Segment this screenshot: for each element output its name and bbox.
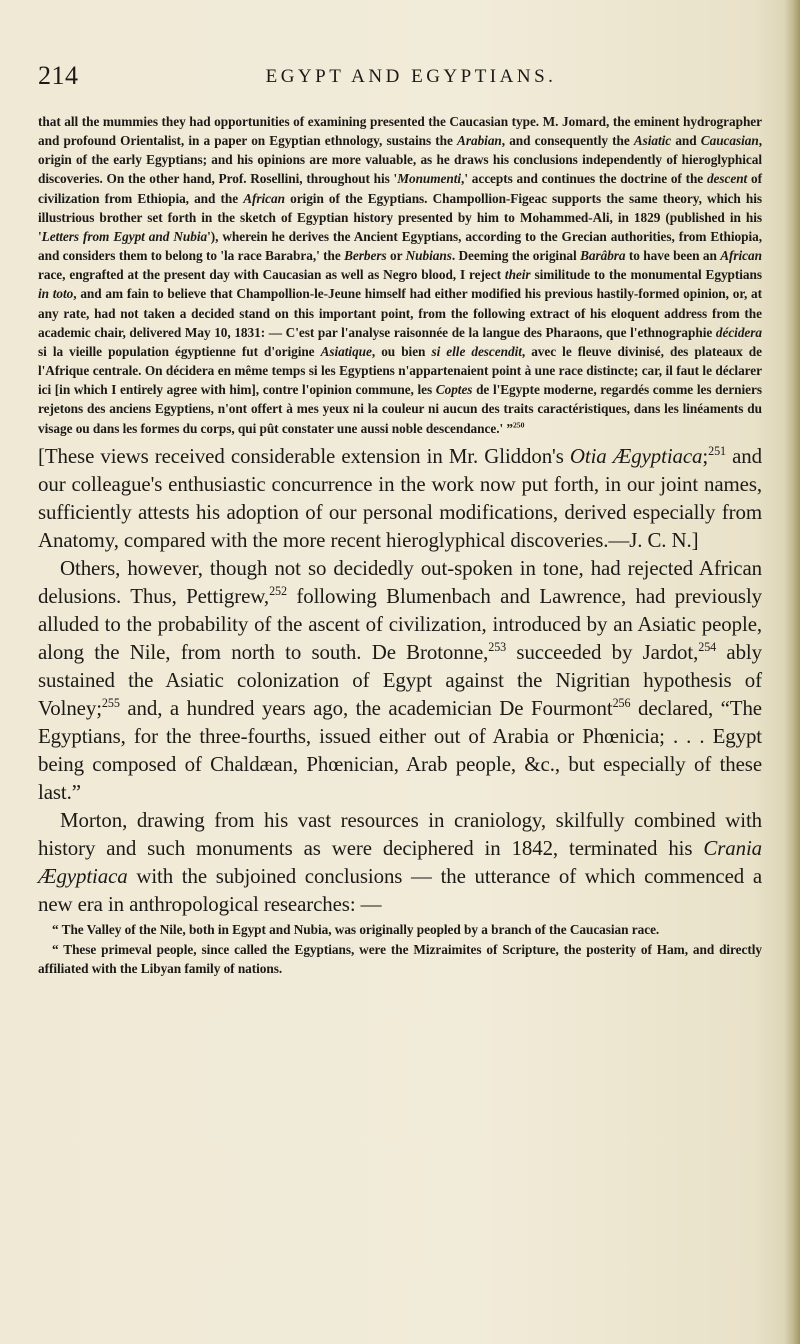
page-edge-shadow bbox=[784, 0, 800, 1344]
paragraph-views: [These views received considerable extension in Mr. Gliddon's Otia Ægyptiaca;$^{251}$ and our colleague's enthusiastic concurrence in the work now put forth, in our joint names, sufficiently attests his adoption of our personal modifications, derived especially from Anatomy, compared with the more recent hieroglyphical discoveries.—J. C. N.] bbox=[38, 443, 762, 552]
footnote-ref: 255 bbox=[101, 696, 120, 711]
footnote-ref: 256 bbox=[612, 696, 631, 711]
page-header bbox=[38, 60, 762, 92]
conclusion-2: “ These primeval people, since called the Egyptians, were the Mizraimites of Scripture, the posterity of Ham, and directly affiliated with the Libyan family of nations. bbox=[38, 941, 762, 976]
paragraph-others: Others, however, though not so decidedly out-spoken in tone, had rejected African delusions. Thus, Pettigrew,$^{252}$ following Blumenbach and Lawrence, had previously alluded to the probability of the ascent of civilization, introduced by an Asiatic people, along the Nile, from north to south. De Brotonne,$^{253}$ succeeded by Jardot,$^{254}$ ably sustained the Asiatic colonization of Egypt against the Nigritian hypothesis of Volney;$^{255}$ and, a hundred years ago, the academician De Fourmont$^{256}$ declared, “The Egyptians, for the three-fourths, issued either out of Arabia or Phœnicia; . . . Egypt being composed of Chaldæan, Phœnician, Arab people, &c., but especially of these last.” bbox=[38, 555, 762, 805]
quoted-passage: that all the mummies they had opportunities of examining presented the Caucasian type. M. Jomard, the eminent hydrographer and profound Orientalist, in a paper on Egyptian ethnology, sustains the Arabian, and consequently the Asiatic and Caucasian, origin of the early Egyptians; and his opinions are more valuable, as he draws his conclusions independently of hieroglyphical discoveries. On the other hand, Prof. Rosellini, throughout his 'Monumenti,' accepts and continues the doctrine of the descent of civilization from Ethiopia, and the African origin of the Egyptians. Champollion-Figeac supports the same theory, which his illustrious brother set forth in the sketch of Egyptian history presented by him to Mohammed-Ali, in 1829 (published in his 'Letters from Egypt and Nubia'), wherein he derives the Ancient Egyptians, according to the Grecian authorities, from Ethiopia, and considers them to belong to 'la race Barabra,' the Berbers or Nubians. Deeming the original Barâbra to have been an African race, engrafted at the present day with Caucasian as well as Negro blood, I reject their similitude to the monumental Egyptians in toto, and am fain to believe that Champollion-le-Jeune himself had either modified his previous hastily-formed opinion, or, at any rate, had not taken a decided stand on this important point, from the following extract of his eloquent address from the academic chair, delivered May 10, 1831: — C'est par l'analyse raisonnée de la langue des Pharaons, que l'ethnographie décidera si la vieille population égyptienne fut d'origine Asiatique, ou bien si elle descendit, avec le fleuve divinisé, des plateaux de l'Afrique centrale. On décidera en même temps si les Egyptiens n'appartenaient point à une race distincte; car, il faut le déclarer ici [in which I entirely agree with him], contre l'opinion commune, les Coptes de l'Egypte moderne, regardés comme les derniers rejetons des anciens Egyptiens, n'ont offert à mes yeux ni la couleur ni aucun des traits caractéristiques, dans les linéaments du visage ou dans les formes du corps, qui pût constater une aussi noble descendance.' ”$^{250}$ bbox=[38, 114, 762, 436]
conclusion-1: “ The Valley of the Nile, both in Egypt and Nubia, was originally peopled by a branch of the Caucasian race. bbox=[52, 922, 660, 938]
page-number: 214 bbox=[38, 61, 79, 90]
footnote-ref: 253 bbox=[488, 640, 507, 655]
page-body bbox=[38, 112, 762, 978]
running-title: EGYPT AND EGYPTIANS. bbox=[265, 66, 557, 87]
footnote-ref: 251 bbox=[708, 443, 726, 458]
footnote-ref: 252 bbox=[269, 583, 287, 598]
footnote-ref: 254 bbox=[698, 640, 717, 655]
footnote-ref: 250 bbox=[512, 420, 525, 430]
paragraph-morton: Morton, drawing from his vast resources in craniology, skilfully combined with history and such monuments as were deciphered in 1842, terminated his Crania Ægyptiaca with the subjoined conclusions — the utterance of which commenced a new era in anthropological researches: — bbox=[38, 808, 762, 917]
